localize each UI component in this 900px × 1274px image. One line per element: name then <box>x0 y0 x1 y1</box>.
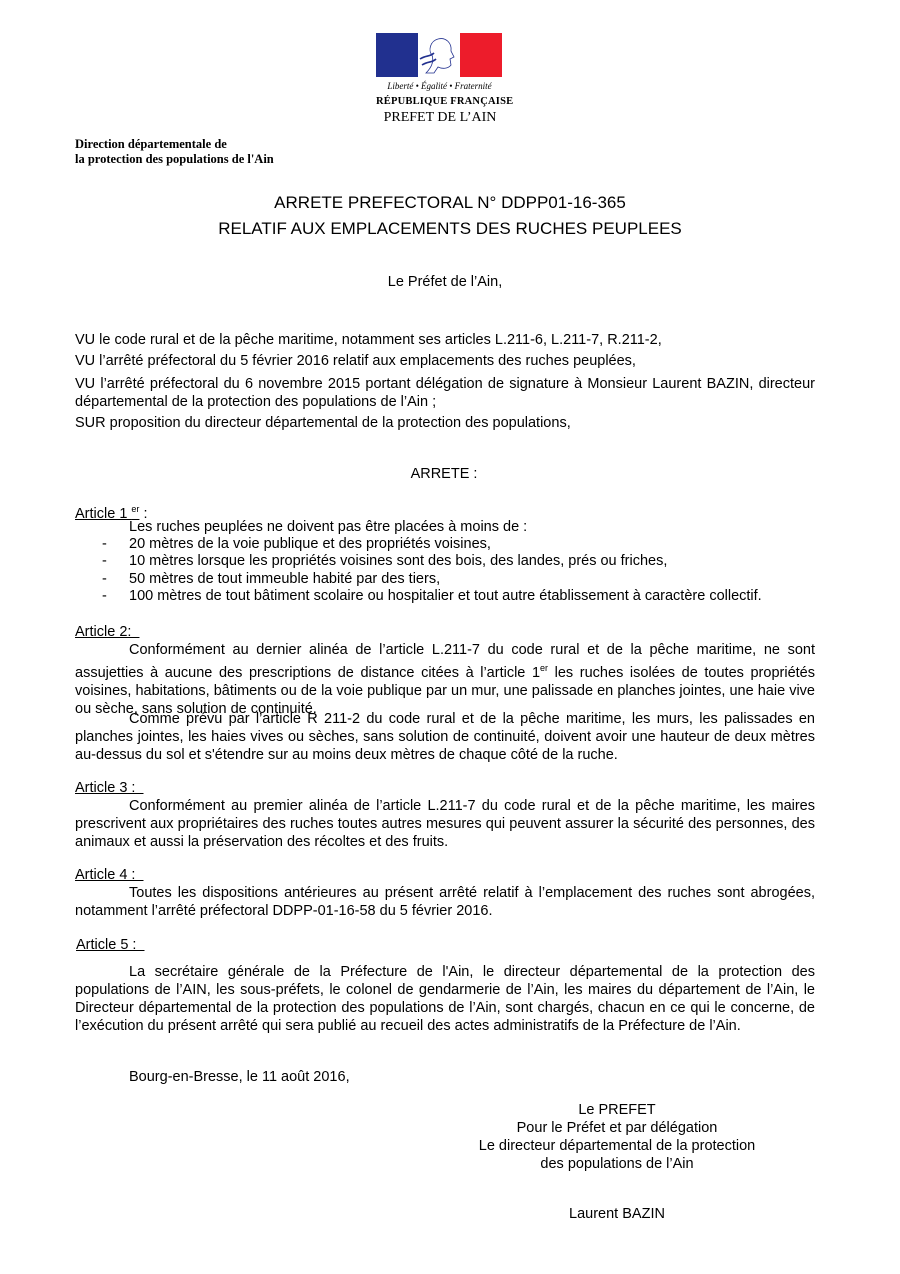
list-item-text: 100 mètres de tout bâtiment scolaire ou hospitalier et tout autre établissement à caractère collectif. <box>129 588 762 604</box>
visa-1: VU le code rural et de la pêche maritime, notamment ses articles L.211-6, L.211-7, R.211-2, <box>75 332 662 348</box>
arrete-heading: ARRETE : <box>410 466 478 482</box>
article-1-heading-sup: er <box>131 504 140 514</box>
list-dash: - <box>102 553 107 569</box>
article-2-paragraph-2: Comme prévu par l’article R 211-2 du code rural et de la pêche maritime, les murs, les palissades en planches jointes, les haies vives ou sèches, sans solution de continuité, doivent avoir une hauteur de deux mètres au-dessus du sol et s'étendre sur au moins deux mètres de chaque côté de la ruche. <box>75 711 815 763</box>
signature-line-1: Le PREFET <box>578 1102 656 1118</box>
article-1-heading-colon: : <box>139 505 148 522</box>
article-2-p1-part-b: les ruches isolées de toutes propriétés voisines, habitations, bâtiments ou de la voie publique par un mur, une palissade en planches jointes, une haie vive ou sèche, sans solution de continuité. <box>75 664 815 717</box>
list-dash: - <box>102 571 107 587</box>
article-1-heading-label: Article 1 <box>75 505 132 522</box>
document-title-line-2: RELATIF AUX EMPLACEMENTS DES RUCHES PEUPLEES <box>218 219 682 238</box>
visa-2: VU l’arrêté préfectoral du 5 février 2016 relatif aux emplacements des ruches peuplées, <box>75 353 636 369</box>
visa-3: VU l’arrêté préfectoral du 6 novembre 2015 portant délégation de signature à Monsieur Laurent BAZIN, directeur départemental de la protection des populations de l’Ain ; <box>75 376 815 410</box>
list-item-text: 10 mètres lorsque les propriétés voisines sont des bois, des landes, prés ou friches, <box>129 553 668 569</box>
republique-francaise-logo <box>376 33 514 107</box>
visa-4: SUR proposition du directeur départemental de la protection des populations, <box>75 415 571 431</box>
tricolor-marianne-icon <box>376 33 502 77</box>
list-item-text: 50 mètres de tout immeuble habité par des tiers, <box>129 571 441 587</box>
issuing-direction <box>75 137 274 167</box>
flag-red-band <box>460 33 502 77</box>
list-dash: - <box>102 588 107 604</box>
list-item <box>75 571 815 589</box>
list-item <box>75 588 815 606</box>
article-3-heading <box>75 779 815 797</box>
republic-motto: Liberté • Égalité • Fraternité <box>387 81 492 91</box>
article-2-paragraph-1 <box>75 641 815 718</box>
flag-blue-band <box>376 33 418 77</box>
article-3-heading-text: Article 3 : <box>75 780 144 796</box>
article-4-paragraph: Toutes les dispositions antérieures au présent arrêté relatif à l’emplacement des ruches sont abrogées, notamment l’arrêté préfectoral DDPP-01-16-58 du 5 février 2016. <box>75 885 815 919</box>
date-and-place: Bourg-en-Bresse, le 11 août 2016, <box>129 1069 350 1085</box>
article-5-heading-text: Article 5 : <box>76 937 145 953</box>
article-5-paragraph: La secrétaire générale de la Préfecture de l'Ain, le directeur départemental de la protection des populations de l’AIN, les sous-préfets, le colonel de gendarmerie de l’Ain, les maires du département de l’Ain, le Directeur départemental de la protection des populations de l’Ain, sont chargés, chacun en ce qui le concerne, de l’exécution du présent arrêté qui sera publié au recueil des actes administratifs de la Préfecture de l’Ain. <box>75 964 815 1034</box>
signature-line-4: des populations de l’Ain <box>540 1156 694 1172</box>
signatory-name: Laurent BAZIN <box>569 1206 665 1222</box>
article-4-heading <box>75 866 815 884</box>
signature-line-3: Le directeur départemental de la protection <box>478 1138 756 1154</box>
article-2-heading <box>75 623 815 641</box>
list-item-text: 20 mètres de la voie publique et des propriétés voisines, <box>129 536 491 552</box>
document-title-line-1: ARRETE PREFECTORAL N° DDPP01-16-365 <box>274 193 626 212</box>
list-item <box>75 553 815 571</box>
signature-line-2: Pour le Préfet et par délégation <box>516 1120 718 1136</box>
flag-white-band <box>418 33 460 77</box>
signature-block <box>458 1101 776 1173</box>
article-2-p1-part-a: Conformément au dernier alinéa de l’article L.211-7 du code rural et de la pêche maritime, ne sont assujetties à aucune des prescriptions de distance citées à l’article 1 <box>75 642 815 681</box>
article-3-paragraph: Conformément au premier alinéa de l’article L.211-7 du code rural et de la pêche maritime, les maires prescrivent aux propriétaires des ruches toutes autres mesures qui peuvent assurer la sécurité des personnes, des animaux et aussi la préservation des récoltes et des fruits. <box>75 798 815 850</box>
article-5-heading <box>76 936 816 954</box>
direction-line-1: Direction départementale de <box>75 137 227 151</box>
marianne-profile-icon <box>418 33 460 77</box>
prefet-label: PREFET DE L’AIN <box>383 110 497 125</box>
article-2-p1-sup: er <box>540 663 549 673</box>
direction-line-2: la protection des populations de l'Ain <box>75 152 274 166</box>
article-2-heading-text: Article 2: <box>75 624 140 640</box>
article-4-heading-text: Article 4 : <box>75 867 144 883</box>
article-1-lead: Les ruches peuplées ne doivent pas être placées à moins de : <box>129 519 528 535</box>
list-item <box>75 536 815 554</box>
list-dash: - <box>102 536 107 552</box>
republique-francaise-label: RÉPUBLIQUE FRANÇAISE <box>376 96 514 107</box>
intro-prefet: Le Préfet de l’Ain, <box>387 274 503 290</box>
